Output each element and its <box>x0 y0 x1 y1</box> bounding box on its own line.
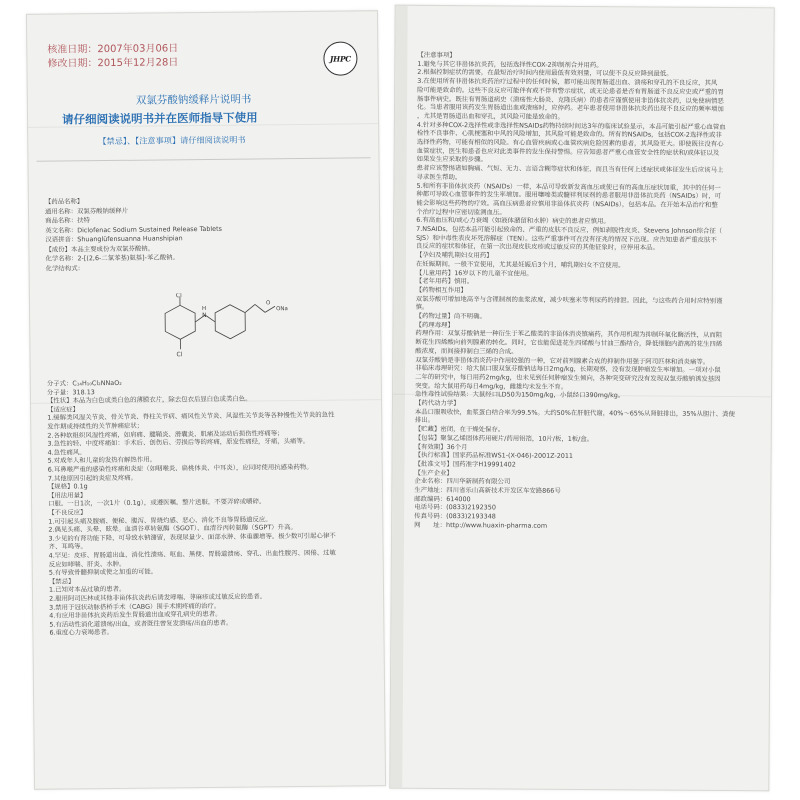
text-line: 6.耳鼻喉严重的感染性疼痛和炎症（如咽喉炎、扁桃体炎、中耳炎），应同时使用抗感染药物。 <box>47 462 313 474</box>
text-line: 1.已知对本品过敏的患者。 <box>48 585 126 595</box>
text-line: 分子式：C₁₄H₁₀Cl₂NNaO₂ <box>46 378 122 388</box>
leaflet-right-page <box>389 5 774 792</box>
text-line: 在妊娠期间，一般不宜使用，尤其是妊娠后3个月，哺乳期妇女不宜使用。 <box>415 259 625 270</box>
leaflet-left-page <box>26 10 386 790</box>
section-heading: 【生产企业】 <box>414 468 453 477</box>
text-line: 口服。一日1次，一次1片（0.1g），或遵医嘱。整片送服，不要弄碎或嚼碎。 <box>48 497 266 509</box>
usage-warning: 请仔细阅读说明书并在医师指导下使用 <box>61 110 258 127</box>
text-line: 2.各种软组织风湿性疼痛，如肩痛、腱鞘炎、滑囊炎、肌痛及运动后损伤性疼痛等； <box>47 428 284 440</box>
text-line: 化。当患者服用该药发生胃肠道出血或溃疡时，应停药。老年患者使用非甾体抗炎药出现不良反应的频率增加 <box>416 103 724 114</box>
text-line: 3.禁用于冠状动脉搭桥手术（CABG）围手术期疼痛的治疗。 <box>49 601 221 612</box>
text-line: 二年的研究中，每日用药2mg/kg，也未见到任何肿瘤发生倾向，各种突变研究没有发现双氯芬酸钠诱发基因 <box>415 372 721 383</box>
text-line: 选择性药物，可能有相似的风险。有心血管疾病或心血管疾病危险因素的患者，其风险更大。即使既往没有心 <box>416 137 724 148</box>
contraindication-notice: 【禁忌】、【注意事项】请仔细阅读说明书 <box>98 134 246 147</box>
text-line: 3.少见的有肾功能下降，可导致水钠潴留，表现尿量少、面部水肿、体重骤增等。极少数可引起心律不 <box>48 531 336 543</box>
sodium-oxide-label: ONa <box>276 306 288 313</box>
text-line: 电话号码：(0833)2192350 <box>414 503 496 512</box>
text-line: 2.根据控制症状的需要，在最短治疗时间内使用最低有效剂量，可以使不良反应降到最低。 <box>417 68 673 79</box>
text-line: 5.对成年人和儿童的发热有解热作用。 <box>47 455 157 466</box>
hydrogen-label: H <box>202 305 207 313</box>
text-line: 断花生四烯酸向前列腺素的转化。同时，它也能促进花生四烯酸与甘油三酯结合，降低细胞内游离的花生四烯 <box>415 337 723 349</box>
text-line: 分子量：318.13 <box>46 387 95 397</box>
text-line: 慎。 <box>415 303 429 312</box>
text-line: 排出。 <box>414 416 435 425</box>
text-line: 网 址：http://www.huaxin-pharma.com <box>414 520 548 530</box>
text-line: SJS）和中毒性表皮坏死溶解症（TEN）。这些严重事件可在没有征兆的情况下出现。应告知患者严重皮肤不 <box>416 233 717 244</box>
page-edge-shadow <box>390 6 407 790</box>
text-line: 种都可导致心血管事件的发生率增加。服用噻嗪类或髓袢利尿剂的患者服用非甾体抗炎药（NSAIDs）时，可 <box>416 190 722 201</box>
section-heading: 【有效期】36个月 <box>414 442 468 451</box>
text-line: 化学结构式： <box>45 263 84 273</box>
section-heading: 【规格】0.1g <box>47 482 88 491</box>
section-heading: 【批准文号】国药准字H19991402 <box>414 459 516 469</box>
section-heading: 【成份】本品主要成份为双氯芬酸钠。 <box>45 244 155 254</box>
text-line: 血管症状，医生和患者也应对此类事件的发生保持警惕。应告知患者严重心血管安全性的症状和/或体征以及 <box>416 146 720 157</box>
section-heading: 【儿童用药】16岁以下的儿童不宜使用。 <box>415 268 533 278</box>
text-line: 良反应的症状和体征，在第一次出现皮肤皮疹或过敏反应的其他征象时，应停用本品。 <box>416 242 659 252</box>
text-line: 化学名称：2-[(2,6-二氯苯基)氨基]-苯乙酸钠。 <box>45 253 179 263</box>
text-line: 6.重度心力衰竭患者。 <box>49 628 114 638</box>
section-heading: 【药理毒理】 <box>415 320 454 329</box>
text-line: 双氯芬酸钠是非甾体消炎药中作用较强的一种，它对前列腺素合成的抑制作用强于阿司匹林和消炎痛等。 <box>415 355 710 366</box>
text-line: 药理作用：双氯芬酸钠是一种衍生于苯乙酸类的非甾体消炎镇痛药，其作用机理为抑制环氧化酶活性，从而阻 <box>415 329 723 340</box>
text-line: 双氯芬酸可增加地高辛与含锂制剂的血浆浓度，减少呋塞米等利尿药的排泄。因此，与这些药合用时应特别谨 <box>415 294 723 305</box>
text-line: 非临床毒理研究：给大鼠口服双氯芬酸钠达每日2mg/kg，长期观察，没有发现肿瘤发生率增加。一项对小鼠 <box>415 364 721 375</box>
text-line: 患者应该警惕诸如胸痛、气短、无力、言语含糊等症状和体征，而且当有任何上述症状或体征发生后应该马上 <box>416 163 724 175</box>
leaflet-right-text <box>396 6 774 530</box>
section-heading: 【用法用量】 <box>47 491 87 500</box>
text-line: 邮政编码：614000 <box>414 494 471 503</box>
text-line: 企业名称：四川华新制药有限公司 <box>414 477 511 486</box>
text-line: 5.和所有非甾体抗炎药（NSAIDs）一样，本品可导致新发高血压或使已有的高血压症状加重，其中的任何一 <box>416 181 721 192</box>
section-heading: 【性状】本品为白色或类白色的薄膜衣片，除去包衣后显白色或类白色。 <box>46 394 252 405</box>
section-heading: 【不良反应】 <box>48 508 87 517</box>
section-heading: 【药品名称】 <box>44 197 84 206</box>
text-line: 5.有导致骨髓抑制或使之加重的可能。 <box>48 567 158 577</box>
text-line: 齐、耳鸣等。 <box>48 542 87 552</box>
text-line: 发作期或持续性的关节肿痛症状； <box>47 421 144 431</box>
text-line: 3.急性的轻、中度疼痛如：手术后、创伤后、劳损后等的疼痛，原发性痛经，牙痛，头痛等。 <box>47 437 310 448</box>
text-line: 1.可引起头痛及腹痛、便秘、腹泻、胃烧灼感、恶心、消化不良等胃肠道反应。 <box>48 514 272 526</box>
text-line: 汉语拼音：Shuanglüfensuanna Huanshipian <box>45 234 183 244</box>
section-heading: 【贮藏】密闭，在干燥处保存。 <box>414 424 505 434</box>
text-line: 肠事件病史。既往有胃肠道病史（溃疡性大肠炎、克隆氏病）的患者应谨慎使用非甾体抗炎药，以免使病情恶 <box>417 94 724 105</box>
text-line: 6.有高血压和/或心力衰竭（如液体潴留和水肿）病史的患者应慎用。 <box>416 216 610 226</box>
chlorine-label-top: Cl <box>175 292 182 300</box>
text-line: 生产地址：四川省乐山高新技术开发区车安路866号 <box>414 485 561 495</box>
text-line: 如果发生应采取的步骤。 <box>416 155 487 164</box>
text-line: 酸浓度，而间接抑制白三烯的合成。 <box>415 346 518 356</box>
text-line: 寻求医生帮助。 <box>416 172 462 181</box>
text-line: 栓性不良事件、心肌梗塞和中风的风险增加，其风险可能是致命的。所有的NSAIDs，包括COX-2选择性或非 <box>416 129 722 140</box>
text-line: 英文名称：Diclofenac Sodium Sustained Release Tablets <box>45 224 222 235</box>
section-heading: 【药物相互作用】 <box>415 285 467 295</box>
text-line: ，尤其是胃肠道出血和穿孔，其风险可能是致命的。 <box>416 111 564 121</box>
text-line: 3.在使用所有非甾体抗炎药治疗过程中的任何时候，都可能出现胃肠道出血、溃疡和穿孔的不良反应，其风 <box>417 76 718 88</box>
section-heading: 【孕妇及哺乳期妇女用药】 <box>415 250 493 260</box>
text-line: 4.针对多种COX-2选择性或非选择性NSAIDs药物持续时间达3年的临床试验显示，本品可能引起严重心血管血 <box>416 120 726 131</box>
section-heading: 【药物过量】尚不明确。 <box>415 311 486 321</box>
text-line: 险可能是致命的。这些不良反应可能伴有或不伴有警示症状，或无论患者是否有胃肠道不良反应史或严重的胃 <box>417 85 724 96</box>
text-line: 商品名称：扶特 <box>45 216 90 225</box>
text-line: 反应如哮喘、肝炎、水肿。 <box>48 559 126 569</box>
text-line: 7.NSAIDs，包括本品可能引起致命的、严重的皮肤不良反应，例如剥脱性皮炎、Stevens Johnson综合征（ <box>416 224 723 235</box>
text-line: 5.有活动性消化道溃疡/出血，或者既往曾复发溃疡/出血的患者。 <box>49 618 233 629</box>
text-line: 传真号码：(0833)2193348 <box>414 511 496 521</box>
text-line: 4.罕见：皮疹、胃肠道出血、消化性溃疡、呕血、黑便、胃肠道溃疡、穿孔、出血性腹泻、困倦、过敏 <box>48 548 336 560</box>
nitrogen-label: N <box>202 311 207 320</box>
section-heading: 【老年用药】慎用。 <box>415 277 474 286</box>
text-line: 个治疗过程中应密切监测血压。 <box>416 207 506 217</box>
section-heading: 【执行标准】国家药品标准WS1-(X-046)-2001Z-2011 <box>414 451 574 461</box>
divider <box>36 157 370 161</box>
section-heading: 【包装】聚氯乙烯固体药用硬片/药用铝箔，10片/板，1板/盒。 <box>414 433 594 443</box>
text-line: 1.避免与其它非甾体抗炎药，包括选择性COX-2抑制剂合并用药。 <box>417 59 603 69</box>
section-heading: 【药代动力学】 <box>414 398 460 408</box>
leaflet-title: 双氯芬酸钠缓释片说明书 <box>135 93 252 107</box>
oxygen-label: O <box>265 300 271 307</box>
text-line: 突变。给大鼠用药每日4mg/kg，雌雄均未发生不育。 <box>415 381 568 391</box>
chemical-structure-diagram <box>130 292 291 374</box>
text-line: 能会影响这些药物的疗效。高血压病患者应慎用非甾体抗炎药（NSAIDs），包括本品。在开始本品治疗和整 <box>416 198 718 209</box>
section-heading: 【禁忌】 <box>48 577 75 586</box>
text-line: 2.偶见头痛、头晕、眩晕。血清谷草转氨酶（SGOT）、血清谷丙转氨酶（SGPT）升高。 <box>48 523 297 534</box>
revision-date: 修改日期：2015年12月28日 <box>47 57 179 70</box>
section-heading: 【适应症】 <box>47 405 80 414</box>
text-line: 本品口服吸收快，血浆蛋白结合率为99.5%。大约50%在肝脏代谢，40%～65%从肾脏排出，35%从胆汁、粪便 <box>414 407 735 418</box>
text-line: 急性毒性试验结果：大鼠经口LD50为150mg/kg，小鼠经口390mg/kg。 <box>414 390 625 400</box>
text-line: 4.急性痛风。 <box>47 448 86 457</box>
text-line: 1.缓解类风湿关节炎、骨关节炎、脊柱关节病、痛风性关节炎、风湿性关节炎等各种慢性关节炎的急性 <box>47 411 335 423</box>
text-line: 4.有应用非甾体抗炎药后发生胃肠道出血或穿孔病史的患者。 <box>49 610 222 620</box>
company-logo: JHPC <box>323 41 357 75</box>
section-heading: 【注意事项】 <box>417 50 456 60</box>
chlorine-label-bottom: Cl <box>176 351 183 359</box>
approval-date: 核准日期：2007年03月06日 <box>47 43 179 56</box>
text-line: 通用名称：双氯芬酸钠缓释片 <box>44 206 129 216</box>
text-line: 7.其他原因引起的炎症及疼痛。 <box>47 473 138 483</box>
text-line: 2.服用阿司匹林或其他非甾体抗炎药后诱发哮喘、荨麻疹或过敏反应的患者。 <box>49 592 267 603</box>
